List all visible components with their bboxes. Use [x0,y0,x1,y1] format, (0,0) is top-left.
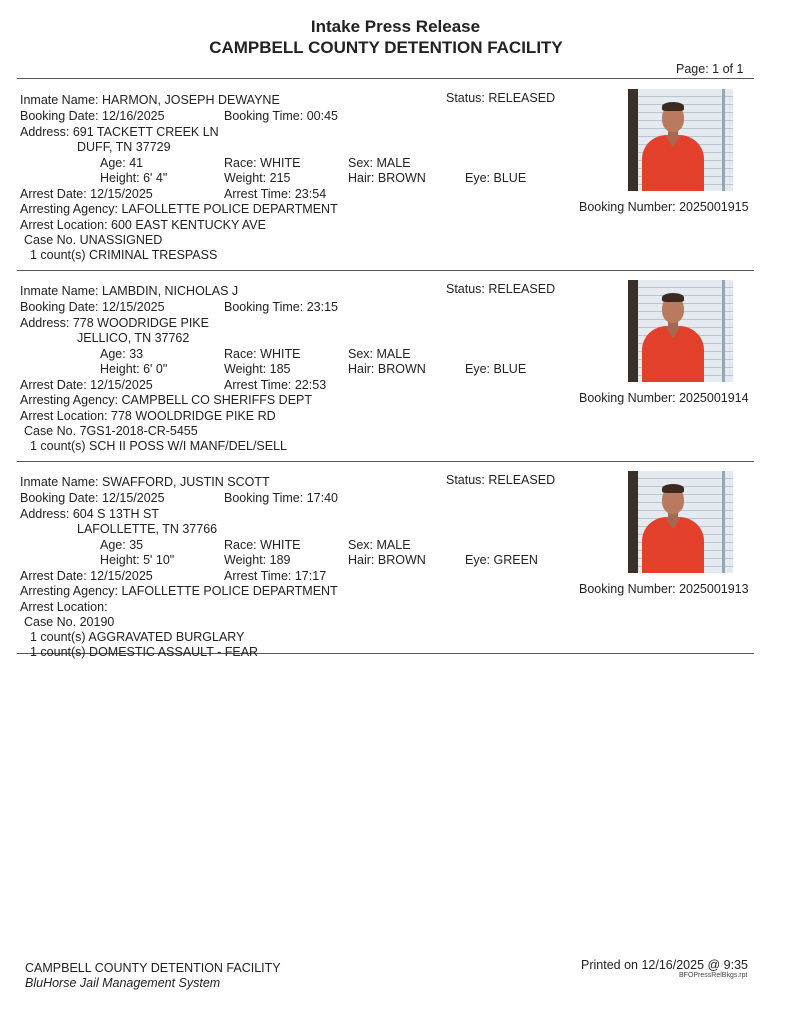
page-number: Page: 1 of 1 [676,62,744,76]
arresting-agency-row: Arresting Agency: LAFOLLETTE POLICE DEPARTMENT [20,584,338,598]
age-row: Age: 35 [100,538,144,552]
arresting-agency-row: Arresting Agency: LAFOLLETTE POLICE DEPARTMENT [20,202,338,216]
status-row: Status: RELEASED [446,91,556,105]
inmate-name: LAMBDIN, NICHOLAS J [102,284,239,298]
arrest-time-row: Arrest Time: 23:54 [224,187,327,201]
printed-timestamp: Printed on 12/16/2025 @ 9:35 [581,958,748,972]
footer-system: BluHorse Jail Management System [25,976,221,990]
eye-row: Eye: BLUE [465,362,527,376]
eye-row: Eye: BLUE [465,171,527,185]
booking-time-row: Booking Time: 00:45 [224,109,338,123]
charge-item: 1 count(s) AGGRAVATED BURGLARY [30,630,245,644]
booking-date-row: Booking Date: 12/16/2025 [20,109,165,123]
arrest-date-row: Arrest Date: 12/15/2025 [20,187,153,201]
address-row: Address: 691 TACKETT CREEK LN [20,125,219,139]
charge-item: 1 count(s) SCH II POSS W/I MANF/DEL/SELL [30,439,288,453]
booking-photo [628,471,733,573]
arrest-time-row: Arrest Time: 22:53 [224,378,327,392]
report-title: Intake Press Release [310,17,481,36]
inmate-name-row: Inmate Name: HARMON, JOSEPH DEWAYNE [20,93,280,107]
sex-row: Sex: MALE [348,156,411,170]
address-city: DUFF, TN 37729 [77,140,171,154]
sex-row: Sex: MALE [348,538,411,552]
separator-rule [17,78,754,79]
case-number-row: Case No. 7GS1-2018-CR-5455 [24,424,198,438]
arrest-time-row: Arrest Time: 17:17 [224,569,327,583]
charge-item: 1 count(s) DOMESTIC ASSAULT - FEAR [30,645,259,659]
inmate-name: SWAFFORD, JUSTIN SCOTT [102,475,270,489]
inmate-record [0,85,791,275]
status-value: RELEASED [488,473,556,487]
weight-row: Weight: 185 [224,362,291,376]
status-value: RELEASED [488,91,556,105]
age-row: Age: 41 [100,156,144,170]
address-row: Address: 604 S 13TH ST [20,507,159,521]
race-row: Race: WHITE [224,347,301,361]
address-row: Address: 778 WOODRIDGE PIKE [20,316,209,330]
footer-facility: CAMPBELL COUNTY DETENTION FACILITY [25,961,281,975]
arrest-location-row: Arrest Location: 778 WOOLDRIDGE PIKE RD [20,409,276,423]
case-number-row: Case No. UNASSIGNED [24,233,163,247]
arrest-date-row: Arrest Date: 12/15/2025 [20,569,153,583]
race-row: Race: WHITE [224,156,301,170]
height-row: Height: 6' 4" [100,171,168,185]
arrest-location-row: Arrest Location: 600 EAST KENTUCKY AVE [20,218,266,232]
status-row: Status: RELEASED [446,473,556,487]
height-row: Height: 5' 10" [100,553,175,567]
booking-number-row: Booking Number: 2025001913 [579,582,749,596]
booking-photo [628,280,733,382]
sex-row: Sex: MALE [348,347,411,361]
weight-row: Weight: 189 [224,553,291,567]
booking-time-row: Booking Time: 17:40 [224,491,338,505]
arrest-date-row: Arrest Date: 12/15/2025 [20,378,153,392]
report-filename: BFOPressRelBkgs.rpt [679,972,748,979]
address-city: LAFOLLETTE, TN 37766 [77,522,218,536]
status-value: RELEASED [488,282,556,296]
booking-date-row: Booking Date: 12/15/2025 [20,300,165,314]
hair-row: Hair: BROWN [348,171,426,185]
booking-photo [628,89,733,191]
inmate-record [0,467,791,657]
inmate-name-row: Inmate Name: SWAFFORD, JUSTIN SCOTT [20,475,270,489]
inmate-name: HARMON, JOSEPH DEWAYNE [102,93,280,107]
inmate-name-row: Inmate Name: LAMBDIN, NICHOLAS J [20,284,239,298]
address-city: JELLICO, TN 37762 [77,331,190,345]
inmate-record [0,276,791,466]
race-row: Race: WHITE [224,538,301,552]
booking-number-row: Booking Number: 2025001915 [579,200,749,214]
eye-row: Eye: GREEN [465,553,538,567]
booking-date-row: Booking Date: 12/15/2025 [20,491,165,505]
booking-number-row: Booking Number: 2025001914 [579,391,749,405]
status-row: Status: RELEASED [446,282,556,296]
arrest-location-row: Arrest Location: [20,600,108,614]
weight-row: Weight: 215 [224,171,291,185]
arresting-agency-row: Arresting Agency: CAMPBELL CO SHERIFFS DEPT [20,393,312,407]
age-row: Age: 33 [100,347,144,361]
hair-row: Hair: BROWN [348,553,426,567]
facility-title: CAMPBELL COUNTY DETENTION FACILITY [209,38,563,57]
hair-row: Hair: BROWN [348,362,426,376]
case-number-row: Case No. 20190 [24,615,115,629]
booking-time-row: Booking Time: 23:15 [224,300,338,314]
height-row: Height: 6' 0" [100,362,168,376]
charge-item: 1 count(s) CRIMINAL TRESPASS [30,248,218,262]
